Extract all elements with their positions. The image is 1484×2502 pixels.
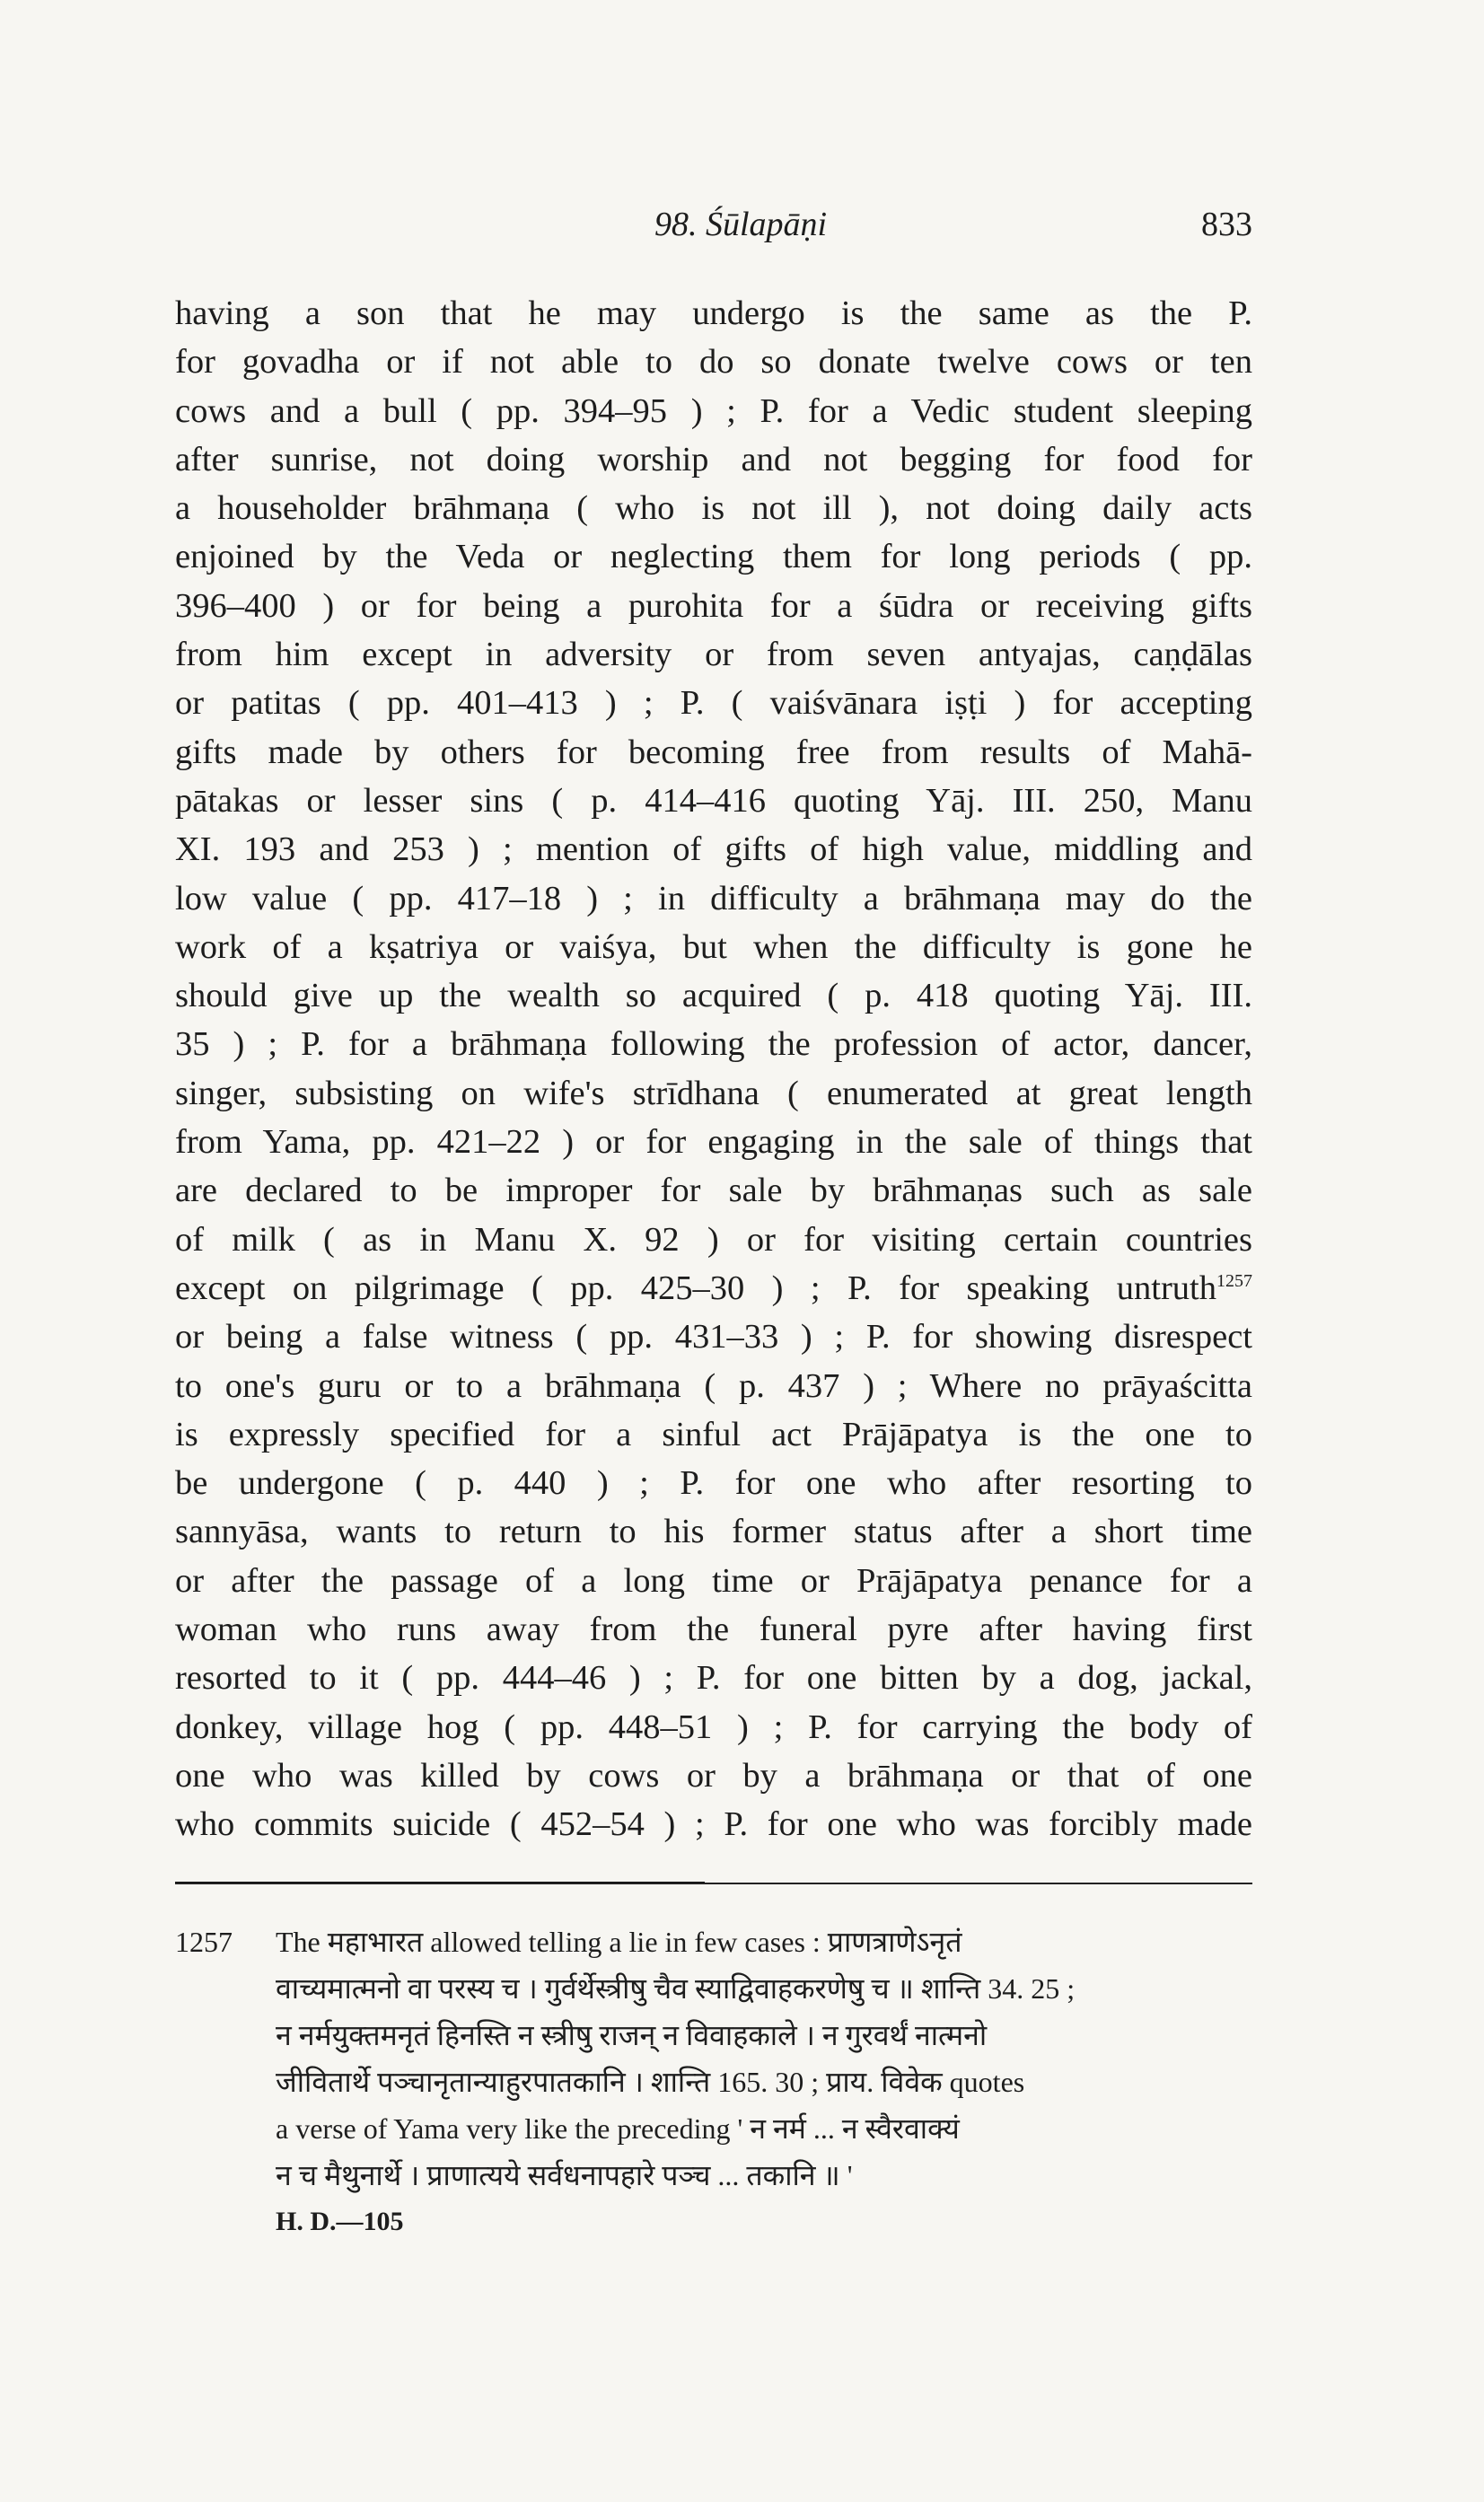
running-title: 98. Śūlapāṇi xyxy=(654,206,828,243)
body-line: after sunrise, not doing worship and not begging for food for xyxy=(175,440,1252,478)
body-text xyxy=(175,289,1252,1849)
body-line: from him except in adversity or from seven antyajas, caṇḍālas xyxy=(175,636,1252,674)
body-line: or patitas ( pp. 401–413 ) ; P. ( vaiśvānara iṣṭi ) for accepting xyxy=(175,684,1252,723)
footnote-line: न नर्मयुक्तमनृतं हिनस्ति न स्त्रीषु राजन् न विवाहकाले । न गुरवर्थं नात्मनो xyxy=(276,2019,988,2051)
footnote-line: वाच्यमात्मनो वा परस्य च । गुर्वर्थेस्त्रीषु चैव स्याद्विवाहकरणेषु च ॥ शान्ति 34. 25 ; xyxy=(276,1972,1076,2005)
body-line: work of a kṣatriya or vaiśya, but when the difficulty is gone he xyxy=(175,927,1252,966)
body-line: donkey, village hog ( pp. 448–51 ) ; P. for carrying the body of xyxy=(175,1708,1252,1746)
body-line: enjoined by the Veda or neglecting them for long periods ( pp. xyxy=(175,538,1252,576)
body-line: be undergone ( p. 440 ) ; P. for one who after resorting to xyxy=(175,1464,1252,1503)
footnote-reference[interactable]: 1257 xyxy=(1216,1271,1252,1292)
body-line: woman who runs away from the funeral pyre after having first xyxy=(175,1611,1252,1649)
body-line: cows and a bull ( pp. 394–95 ) ; P. for a Vedic student sleeping xyxy=(175,391,1252,430)
body-line: sannyāsa, wants to return to his former status after a short time xyxy=(175,1513,1252,1551)
body-line: to one's guru or to a brāhmaṇa ( p. 437 ) ; Where no prāyaścitta xyxy=(175,1366,1252,1405)
footnote-separator xyxy=(175,1883,1252,1884)
body-line: 35 ) ; P. for a brāhmaṇa following the profession of actor, dancer, xyxy=(175,1025,1252,1064)
body-line: singer, subsisting on wife's strīdhana ( enumerated at great length xyxy=(175,1074,1252,1112)
footnote-line: The महाभारत allowed telling a lie in few cases : प्राणत्राणेऽनृतं xyxy=(276,1926,962,1958)
body-line: should give up the wealth so acquired ( p. 418 quoting Yāj. III. xyxy=(175,977,1252,1015)
body-line: having a son that he may undergo is the same as the P. xyxy=(175,294,1252,332)
body-line: is expressly specified for a sinful act Prājāpatya is the one to xyxy=(175,1415,1252,1453)
body-line-text: except on pilgrimage ( pp. 425–30 ) ; P. for speaking untruth xyxy=(175,1269,1216,1307)
footnote-line: a verse of Yama very like the preceding ' न नर्म ... न स्वैरवाक्यं xyxy=(276,2112,960,2145)
body-line: of milk ( as in Manu X. 92 ) or for visiting certain countries xyxy=(175,1220,1252,1259)
body-line: who commits suicide ( 452–54 ) ; P. for one who was forcibly made xyxy=(175,1805,1252,1844)
footnote xyxy=(175,1918,1252,2245)
footnote-first-line xyxy=(175,1918,1252,1965)
body-line: or after the passage of a long time or Prājāpatya penance for a xyxy=(175,1561,1252,1600)
footnote-line: न च मैथुनार्थे । प्राणात्यये सर्वधनापहारे पञ्च ... तकानि ॥ ' xyxy=(276,2159,853,2191)
body-line: gifts made by others for becoming free from results of Mahā- xyxy=(175,733,1252,771)
body-line: one who was killed by cows or by a brāhmaṇa or that of one xyxy=(175,1756,1252,1795)
body-line: resorted to it ( pp. 444–46 ) ; P. for one bitten by a dog, jackal, xyxy=(175,1659,1252,1698)
body-line: 396–400 ) or for being a purohita for a śūdra or receiving gifts xyxy=(175,586,1252,625)
footnote-number: 1257 xyxy=(175,1926,233,1958)
page-number: 833 xyxy=(1201,206,1252,243)
body-line-with-footnote-ref xyxy=(175,1264,1252,1312)
body-line: from Yama, pp. 421–22 ) or for engaging in the sale of things that xyxy=(175,1123,1252,1162)
page-signature: H. D.—105 xyxy=(276,2207,404,2236)
body-line: or being a false witness ( pp. 431–33 ) ; P. for showing disrespect xyxy=(175,1318,1252,1356)
body-line: a householder brāhmaṇa ( who is not ill ), not doing daily acts xyxy=(175,489,1252,528)
page-header xyxy=(175,205,1252,259)
body-line: pātakas or lesser sins ( p. 414–416 quoting Yāj. III. 250, Manu xyxy=(175,781,1252,820)
body-line: for govadha or if not able to do so donate twelve cows or ten xyxy=(175,343,1252,382)
body-line: low value ( pp. 417–18 ) ; in difficulty a brāhmaṇa may do the xyxy=(175,879,1252,917)
body-line: XI. 193 and 253 ) ; mention of gifts of high value, middling and xyxy=(175,830,1252,869)
footnote-line: जीवितार्थे पञ्चानृतान्याहुरपातकानि । शान्ति 165. 30 ; प्राय. विवेक quotes xyxy=(276,2066,1025,2098)
body-line: are declared to be improper for sale by brāhmaṇas such as sale xyxy=(175,1172,1252,1210)
